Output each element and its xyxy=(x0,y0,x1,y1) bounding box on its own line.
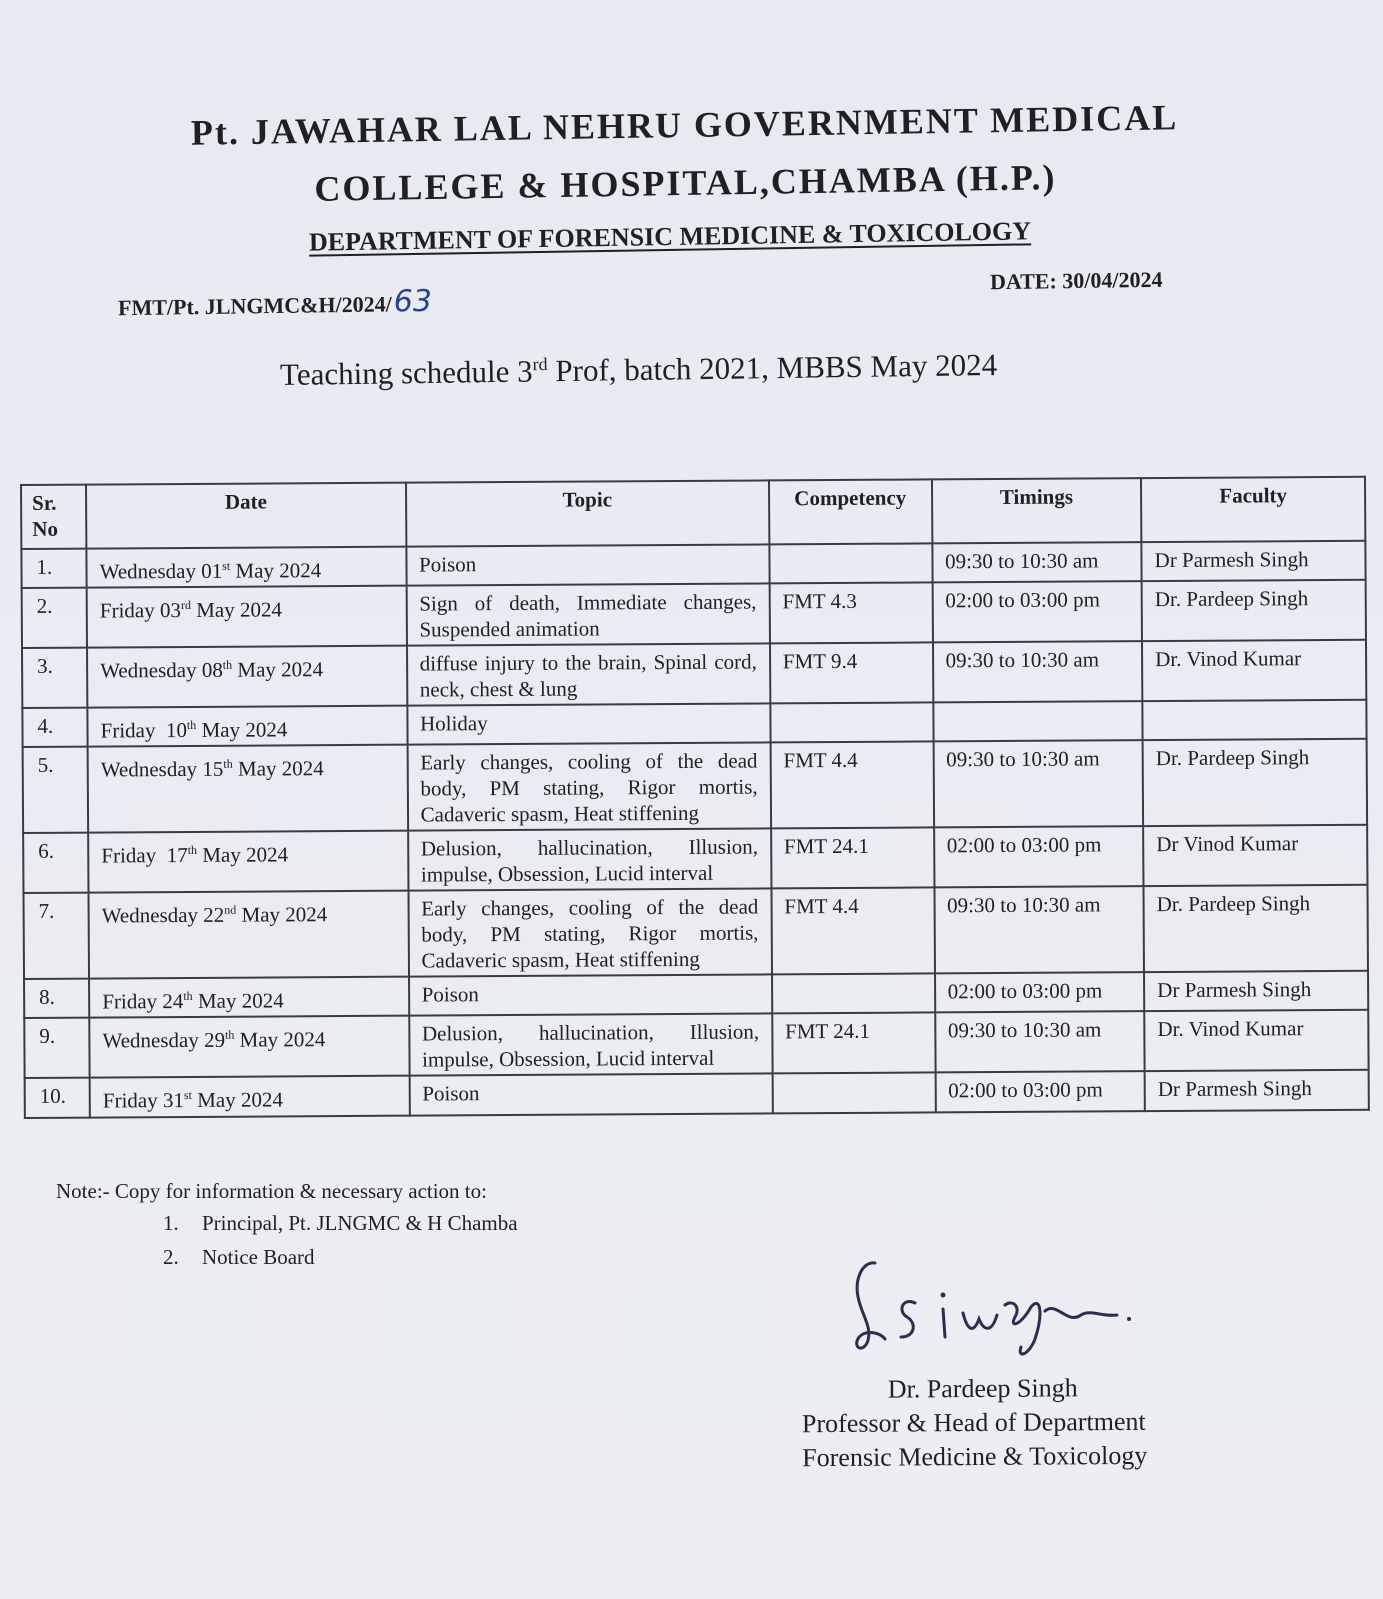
cell-topic: Sign of death, Immediate changes, Suspended animation xyxy=(406,583,770,645)
cell-date xyxy=(87,646,407,708)
cell-date-ordinal: st xyxy=(183,1087,192,1103)
header-faculty: Faculty xyxy=(1141,477,1365,542)
note-intro: Note:- Copy for information & necessary action to: xyxy=(56,1179,487,1203)
cell-topic: diffuse injury to the brain, Spinal cord, neck, chest & lung xyxy=(407,643,771,705)
cell-date-day: Friday 10 xyxy=(100,717,188,743)
schedule-title-part-1: Teaching schedule 3 xyxy=(279,353,533,393)
cell-timings xyxy=(933,701,1143,741)
cell-date-month-year: May 2024 xyxy=(236,902,328,927)
cell-sr-no: 4. xyxy=(22,708,87,747)
cell-faculty: Dr Parmesh Singh xyxy=(1145,1070,1369,1111)
cell-date xyxy=(89,891,409,979)
cell-sr-no: 1. xyxy=(21,549,86,588)
header-sr-no: Sr. No xyxy=(21,485,86,549)
cell-faculty: Dr. Pardeep Singh xyxy=(1142,580,1366,641)
cell-date-ordinal: nd xyxy=(224,902,237,917)
schedule-title-sup: rd xyxy=(532,353,548,375)
cell-date xyxy=(87,586,407,648)
cell-competency: FMT 4.4 xyxy=(771,887,934,974)
cell-sr-no: 10. xyxy=(25,1078,90,1118)
cell-topic: Early changes, cooling of the dead body, PM stating, Rigor mortis, Cadaveric spasm, Heat stiffening xyxy=(408,888,772,976)
distribution-note xyxy=(56,1176,518,1276)
note-item: 1. Principal, Pt. JLNGMC & H Chamba xyxy=(184,1208,518,1238)
cell-date-day: Friday 03 xyxy=(99,598,182,623)
cell-date xyxy=(89,1016,409,1078)
signatory-department: Forensic Medicine & Toxicology xyxy=(802,1440,1148,1473)
cell-date-ordinal: th xyxy=(222,657,233,672)
schedule-table-body xyxy=(21,541,1368,1118)
cell-date-day: Friday 31 xyxy=(102,1088,185,1113)
cell-date-month-year: May 2024 xyxy=(196,717,288,742)
header-competency: Competency xyxy=(769,479,932,544)
cell-topic: Holiday xyxy=(407,703,770,744)
schedule-title-part-2: Prof, batch 2021, MBBS May 2024 xyxy=(547,346,998,389)
cell-timings: 02:00 to 03:00 pm xyxy=(932,581,1142,642)
cell-topic: Delusion, hallucination, Illusion, impulse, Obsession, Lucid interval xyxy=(409,1013,773,1075)
cell-sr-no: 3. xyxy=(22,648,87,708)
cell-date-ordinal: th xyxy=(183,988,193,1004)
institution-line-2: COLLEGE & HOSPITAL,CHAMBA (H.P.) xyxy=(314,157,1057,209)
cell-timings: 02:00 to 03:00 pm xyxy=(935,1071,1145,1112)
cell-date-day: Wednesday 22 xyxy=(101,902,225,928)
cell-date-ordinal: th xyxy=(224,1027,235,1042)
cell-faculty: Dr Vinod Kumar xyxy=(1143,825,1367,886)
cell-faculty: Dr Parmesh Singh xyxy=(1144,971,1368,1011)
cell-date xyxy=(89,977,409,1018)
reference-number xyxy=(118,284,432,323)
cell-faculty xyxy=(1142,700,1366,740)
cell-faculty: Dr. Vinod Kumar xyxy=(1144,1010,1368,1071)
cell-date-day: Friday 24 xyxy=(102,989,184,1014)
cell-faculty: Dr. Pardeep Singh xyxy=(1143,739,1367,826)
cell-competency: FMT 4.3 xyxy=(769,582,932,643)
cell-sr-no: 7. xyxy=(23,893,89,979)
cell-sr-no: 8. xyxy=(24,979,89,1018)
cell-date-month-year: May 2024 xyxy=(192,988,284,1013)
cell-timings: 09:30 to 10:30 am xyxy=(935,1011,1145,1072)
cell-date xyxy=(88,745,408,833)
cell-competency: FMT 24.1 xyxy=(771,827,934,888)
cell-sr-no: 9. xyxy=(24,1018,89,1078)
header-date: Date xyxy=(86,483,406,549)
table-row xyxy=(22,580,1366,648)
cell-date-month-year: May 2024 xyxy=(191,1087,284,1112)
cell-date-day: Friday 17 xyxy=(101,842,188,868)
cell-sr-no: 2. xyxy=(22,588,87,648)
cell-topic: Delusion, hallucination, Illusion, impulse, Obsession, Lucid interval xyxy=(408,828,772,890)
signatory-block xyxy=(802,1371,1148,1475)
institution-line-1: Pt. JAWAHAR LAL NEHRU GOVERNMENT MEDICAL xyxy=(190,97,1179,153)
cell-date-ordinal: rd xyxy=(180,597,191,613)
cell-date-month-year: May 2024 xyxy=(232,756,324,781)
cell-topic: Poison xyxy=(406,544,769,585)
schedule-table xyxy=(20,476,1370,1119)
cell-topic: Poison xyxy=(409,1073,772,1115)
cell-faculty: Dr. Vinod Kumar xyxy=(1142,640,1366,701)
cell-competency xyxy=(769,543,932,583)
cell-date-day: Wednesday 08 xyxy=(100,657,223,683)
reference-handwritten-number: 63 xyxy=(393,283,433,320)
cell-date-ordinal: th xyxy=(187,842,198,857)
cell-competency xyxy=(772,973,935,1013)
cell-date-month-year: May 2024 xyxy=(232,657,324,682)
cell-timings: 09:30 to 10:30 am xyxy=(933,641,1143,702)
cell-competency: FMT 9.4 xyxy=(770,642,933,703)
cell-date-month-year: May 2024 xyxy=(190,597,283,622)
cell-sr-no: 5. xyxy=(23,747,89,833)
table-header-row xyxy=(21,477,1365,549)
cell-timings: 09:30 to 10:30 am xyxy=(933,740,1143,827)
cell-faculty: Dr. Pardeep Singh xyxy=(1144,885,1368,972)
cell-topic: Early changes, cooling of the dead body, PM stating, Rigor mortis, Cadaveric spasm, Heat stiffening xyxy=(407,742,771,830)
table-row xyxy=(24,1010,1368,1078)
table-row xyxy=(25,1070,1369,1118)
cell-date-month-year: May 2024 xyxy=(196,842,289,867)
cell-competency: FMT 24.1 xyxy=(772,1012,935,1073)
department-heading: DEPARTMENT OF FORENSIC MEDICINE & TOXICOLOGY xyxy=(308,216,1032,257)
cell-faculty: Dr Parmesh Singh xyxy=(1142,541,1366,581)
reference-prefix: FMT/Pt. JLNGMC&H/2024/ xyxy=(117,291,392,321)
header-topic: Topic xyxy=(406,480,770,546)
cell-date xyxy=(87,706,407,747)
cell-timings: 09:30 to 10:30 am xyxy=(932,542,1142,582)
cell-date-day: Wednesday 15 xyxy=(100,756,224,782)
signatory-name: Dr. Pardeep Singh xyxy=(887,1373,1078,1404)
handwritten-signature xyxy=(845,1255,1135,1365)
cell-date-day: Wednesday 01 xyxy=(99,558,223,584)
cell-date-ordinal: th xyxy=(223,756,233,771)
cell-date-ordinal: th xyxy=(186,717,197,732)
schedule-title xyxy=(280,347,998,393)
table-row xyxy=(23,885,1368,979)
table-row xyxy=(22,640,1366,708)
cell-date-day: Wednesday 29 xyxy=(102,1027,226,1053)
document-date: DATE: 30/04/2024 xyxy=(989,266,1163,295)
cell-timings: 09:30 to 10:30 am xyxy=(934,886,1144,973)
cell-date xyxy=(90,1076,410,1118)
cell-timings: 02:00 to 03:00 pm xyxy=(935,972,1145,1012)
table-row xyxy=(23,739,1368,833)
note-item: 2. Notice Board xyxy=(184,1242,518,1272)
cell-topic: Poison xyxy=(409,974,772,1015)
header-timings: Timings xyxy=(932,478,1142,543)
signatory-title: Professor & Head of Department xyxy=(801,1406,1146,1439)
institution-heading xyxy=(99,87,1271,221)
cell-date-month-year: May 2024 xyxy=(234,1027,326,1052)
cell-date-month-year: May 2024 xyxy=(230,558,322,583)
note-list xyxy=(56,1208,518,1272)
cell-date xyxy=(87,547,407,588)
cell-competency: FMT 4.4 xyxy=(770,741,933,828)
cell-date-ordinal: st xyxy=(222,558,231,573)
cell-competency xyxy=(772,1072,935,1113)
cell-competency xyxy=(770,702,933,742)
table-row xyxy=(23,825,1367,893)
cell-sr-no: 6. xyxy=(23,833,88,893)
cell-date xyxy=(88,831,408,893)
cell-timings: 02:00 to 03:00 pm xyxy=(934,826,1144,887)
